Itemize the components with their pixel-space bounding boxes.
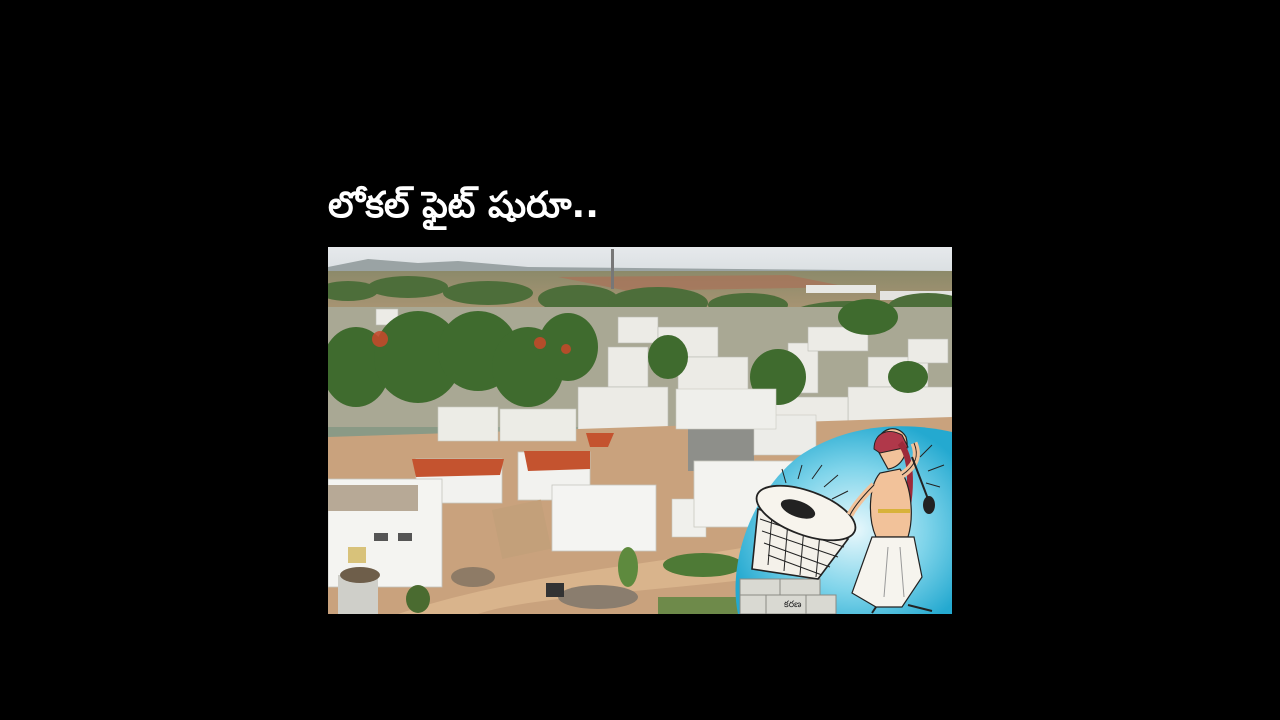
far-long-building [806,285,876,293]
village-aerial-illustration [328,247,952,614]
cell-tower [611,249,614,289]
illustrator-signature: కరణ [784,600,802,610]
article-headline: లోకల్ ఫైట్ షురూ.. [328,185,599,226]
article-photo [328,247,952,614]
